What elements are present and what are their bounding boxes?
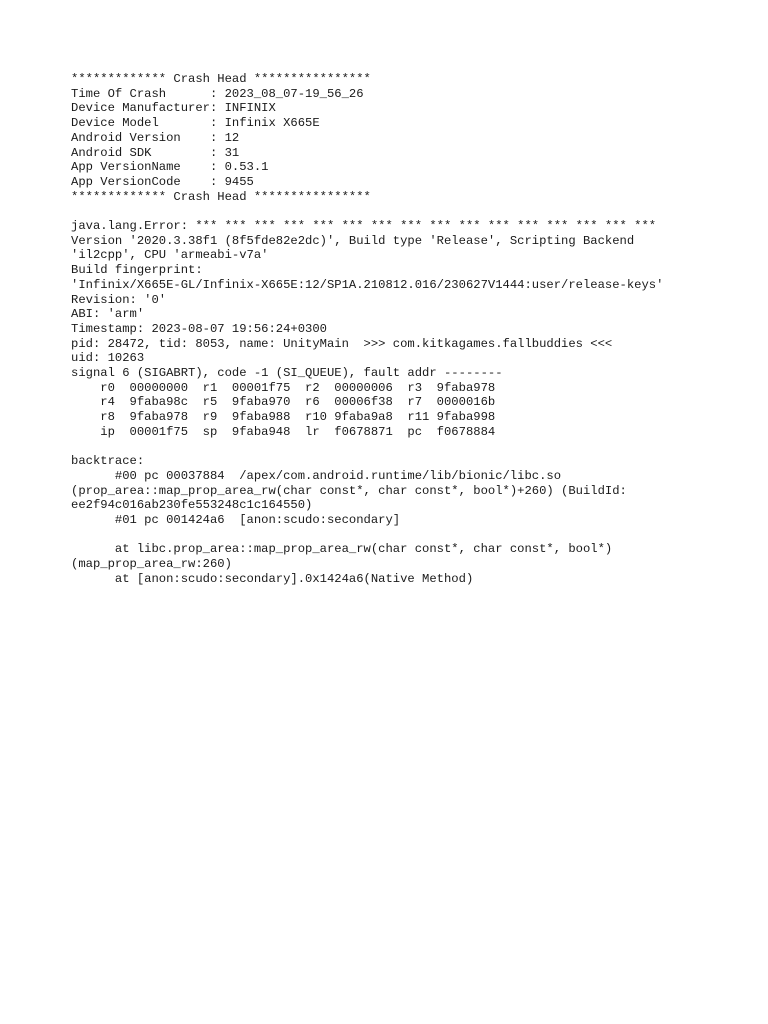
error-header-line: java.lang.Error: *** *** *** *** *** *** *** *** *** *** *** *** *** *** *** *** (71, 219, 657, 234)
stack-at-line: at libc.prop_area::map_prop_area_rw(char const*, char const*, bool*) (71, 542, 613, 557)
android-version-line: Android Version : 12 (71, 130, 240, 145)
blank-line (71, 204, 751, 219)
backtrace-frame-01: #01 pc 001424a6 [anon:scudo:secondary] (71, 513, 401, 528)
version-info-line: Version '2020.3.38f1 (8f5fde82e2dc)', Build type 'Release', Scripting Backend (71, 233, 635, 248)
register-row: r8 9faba978 r9 9faba988 r10 9faba9a8 r11 9faba998 (71, 410, 496, 425)
stack-at-line-continued: (map_prop_area_rw:260) (71, 557, 232, 572)
uid-line: uid: 10263 (71, 351, 145, 366)
backtrace-frame-00-symbol: (prop_area::map_prop_area_rw(char const*, char const*, bool*)+260) (BuildId: (71, 483, 627, 498)
backtrace-frame-00: #00 pc 00037884 /apex/com.android.runtime/lib/bionic/libc.so (71, 468, 562, 483)
abi-line: ABI: 'arm' (71, 307, 145, 322)
backtrace-frame-00-buildid: ee2f94c016ab230fe553248c1c164550) (71, 498, 313, 513)
pid-line: pid: 28472, tid: 8053, name: UnityMain >>> com.kitkagames.fallbuddies <<< (71, 336, 613, 351)
stack-at-native-method: at [anon:scudo:secondary].0x1424a6(Native Method) (71, 571, 474, 586)
register-row: ip 00001f75 sp 9faba948 lr f0678871 pc f0678884 (71, 424, 496, 439)
app-version-code-line: App VersionCode : 9455 (71, 174, 254, 189)
android-sdk-line: Android SDK : 31 (71, 145, 240, 160)
register-row: r4 9faba98c r5 9faba970 r6 00006f38 r7 0000016b (71, 395, 496, 410)
revision-line: Revision: '0' (71, 292, 167, 307)
cpu-info-line: 'il2cpp', CPU 'armeabi-v7a' (71, 248, 269, 263)
build-fingerprint-value: 'Infinix/X665E-GL/Infinix-X665E:12/SP1A.210812.016/230627V1444:user/release-keys' (71, 277, 664, 292)
crash-head-banner-bottom: ************* Crash Head **************** (71, 189, 371, 204)
timestamp-line: Timestamp: 2023-08-07 19:56:24+0300 (71, 321, 327, 336)
blank-line (71, 440, 751, 455)
register-row: r0 00000000 r1 00001f75 r2 00000006 r3 9faba978 (71, 380, 496, 395)
build-fingerprint-label: Build fingerprint: (71, 263, 203, 278)
signal-line: signal 6 (SIGABRT), code -1 (SI_QUEUE), fault addr -------- (71, 366, 503, 381)
device-manufacturer-line: Device Manufacturer: INFINIX (71, 101, 276, 116)
time-of-crash-line: Time Of Crash : 2023_08_07-19_56_26 (71, 86, 364, 101)
crash-head-banner-top: ************* Crash Head **************** (71, 72, 371, 86)
crash-log-document (71, 72, 751, 587)
device-model-line: Device Model : Infinix X665E (71, 116, 320, 131)
app-version-name-line: App VersionName : 0.53.1 (71, 160, 269, 175)
backtrace-label: backtrace: (71, 454, 145, 469)
blank-line (71, 528, 751, 543)
